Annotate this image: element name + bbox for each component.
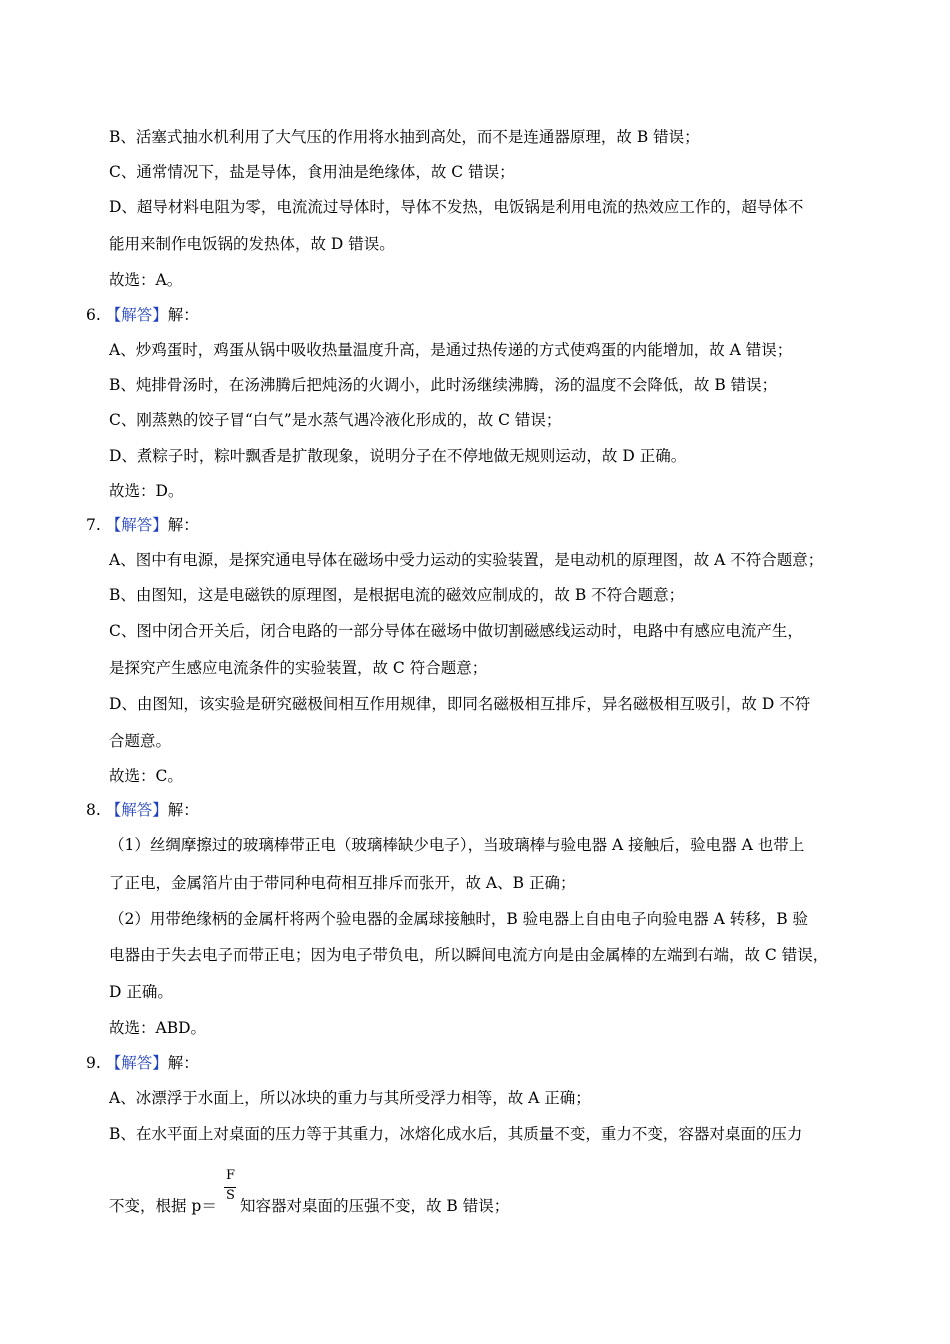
q8-number: 8. <box>86 801 101 819</box>
q7-number: 7. <box>86 516 101 534</box>
q6-option-b: B、炖排骨汤时，在汤沸腾后把炖汤的火调小，此时汤继续沸腾，汤的温度不会降低，故 B 错误； <box>109 376 778 394</box>
q5-option-b: B、活塞式抽水机利用了大气压的作用将水抽到高处，而不是连通器原理，故 B 错误； <box>109 128 700 146</box>
q6-option-a: A、炒鸡蛋时，鸡蛋从锅中吸收热量温度升高，是通过热传递的方式使鸡蛋的内能增加，故 A 错误； <box>109 341 793 359</box>
q7-answer: 故选：C。 <box>109 767 183 785</box>
q8-part2-line2: 电器由于失去电子而带正电；因为电子带负电，所以瞬间电流方向是由金属棒的左端到右端，故 C 错误， <box>109 946 829 964</box>
q7-option-b: B、由图知，这是电磁铁的原理图，是根据电流的磁效应制成的，故 B 不符合题意； <box>109 586 685 604</box>
q6-number: 6. <box>86 306 101 324</box>
q5-answer: 故选：A。 <box>109 271 183 289</box>
fraction-numerator: F <box>226 1168 236 1183</box>
q7-jie: 解： <box>167 516 199 534</box>
q9-number: 9. <box>86 1054 101 1072</box>
q6-option-d: D、煮粽子时，粽叶飘香是扩散现象，说明分子在不停地做无规则运动，故 D 正确。 <box>109 447 687 465</box>
q9-jie: 解： <box>167 1054 199 1072</box>
q7-option-d-line2: 合题意。 <box>109 732 172 750</box>
q8-part2-line1: （2）用带绝缘柄的金属杆将两个验电器的金属球接触时，B 验电器上自由电子向验电器 A 转移，B 验 <box>109 910 809 928</box>
q8-header <box>86 800 199 820</box>
q8-part1-line1: （1）丝绸摩擦过的玻璃棒带正电（玻璃棒缺少电子），当玻璃棒与验电器 A 接触后，验电器 A 也带上 <box>109 836 805 854</box>
q8-part1-line2: 了正电，金属箔片由于带同种电荷相互排斥而张开，故 A、B 正确； <box>109 874 576 892</box>
fraction-denominator: S <box>226 1188 235 1203</box>
q5-option-d-line2: 能用来制作电饭锅的发热体，故 D 错误。 <box>109 235 395 253</box>
q9-header <box>86 1053 199 1073</box>
q7-option-d-line1: D、由图知，该实验是研究磁极间相互作用规律，即同名磁极相互排斥，异名磁极相互吸引，故 D 不符 <box>109 695 811 713</box>
q8-answer-tag: 【解答】 <box>105 801 168 819</box>
q7-option-a: A、图中有电源，是探究通电导体在磁场中受力运动的实验装置，是电动机的原理图，故 A 不符合题意； <box>109 551 824 569</box>
q9-option-b-line2-start: 不变，根据 p＝ <box>109 1197 217 1215</box>
q6-option-c: C、刚蒸熟的饺子冒“白气”是水蒸气遇冷液化形成的，故 C 错误； <box>109 411 562 429</box>
q6-answer: 故选：D。 <box>109 482 184 500</box>
q7-answer-tag: 【解答】 <box>105 516 168 534</box>
q7-header <box>86 515 199 535</box>
q9-answer-tag: 【解答】 <box>105 1054 168 1072</box>
q9-option-b-line1: B、在水平面上对桌面的压力等于其重力，冰熔化成水后，其质量不变，重力不变，容器对桌面的压力 <box>109 1125 803 1143</box>
q8-part2-line3: D 正确。 <box>109 983 173 1001</box>
q7-option-c-line2: 是探究产生感应电流条件的实验装置，故 C 符合题意； <box>109 659 488 677</box>
q6-jie: 解： <box>167 306 199 324</box>
pressure-formula-fraction <box>224 1168 238 1212</box>
q8-answer: 故选：ABD。 <box>109 1019 207 1037</box>
q9-option-b-line2-end: 知容器对桌面的压强不变，故 B 错误； <box>240 1197 510 1215</box>
q9-option-a: A、冰漂浮于水面上，所以冰块的重力与其所受浮力相等，故 A 正确； <box>109 1089 591 1107</box>
q6-answer-tag: 【解答】 <box>105 306 168 324</box>
q5-option-c: C、通常情况下，盐是导体，食用油是绝缘体，故 C 错误； <box>109 163 515 181</box>
q6-header <box>86 305 199 325</box>
q5-option-d-line1: D、超导材料电阻为零，电流流过导体时，导体不发热，电饭锅是利用电流的热效应工作的，超导体不 <box>109 198 804 216</box>
q7-option-c-line1: C、图中闭合开关后，闭合电路的一部分导体在磁场中做切割磁感线运动时，电路中有感应电流产生， <box>109 622 803 640</box>
q8-jie: 解： <box>167 801 199 819</box>
